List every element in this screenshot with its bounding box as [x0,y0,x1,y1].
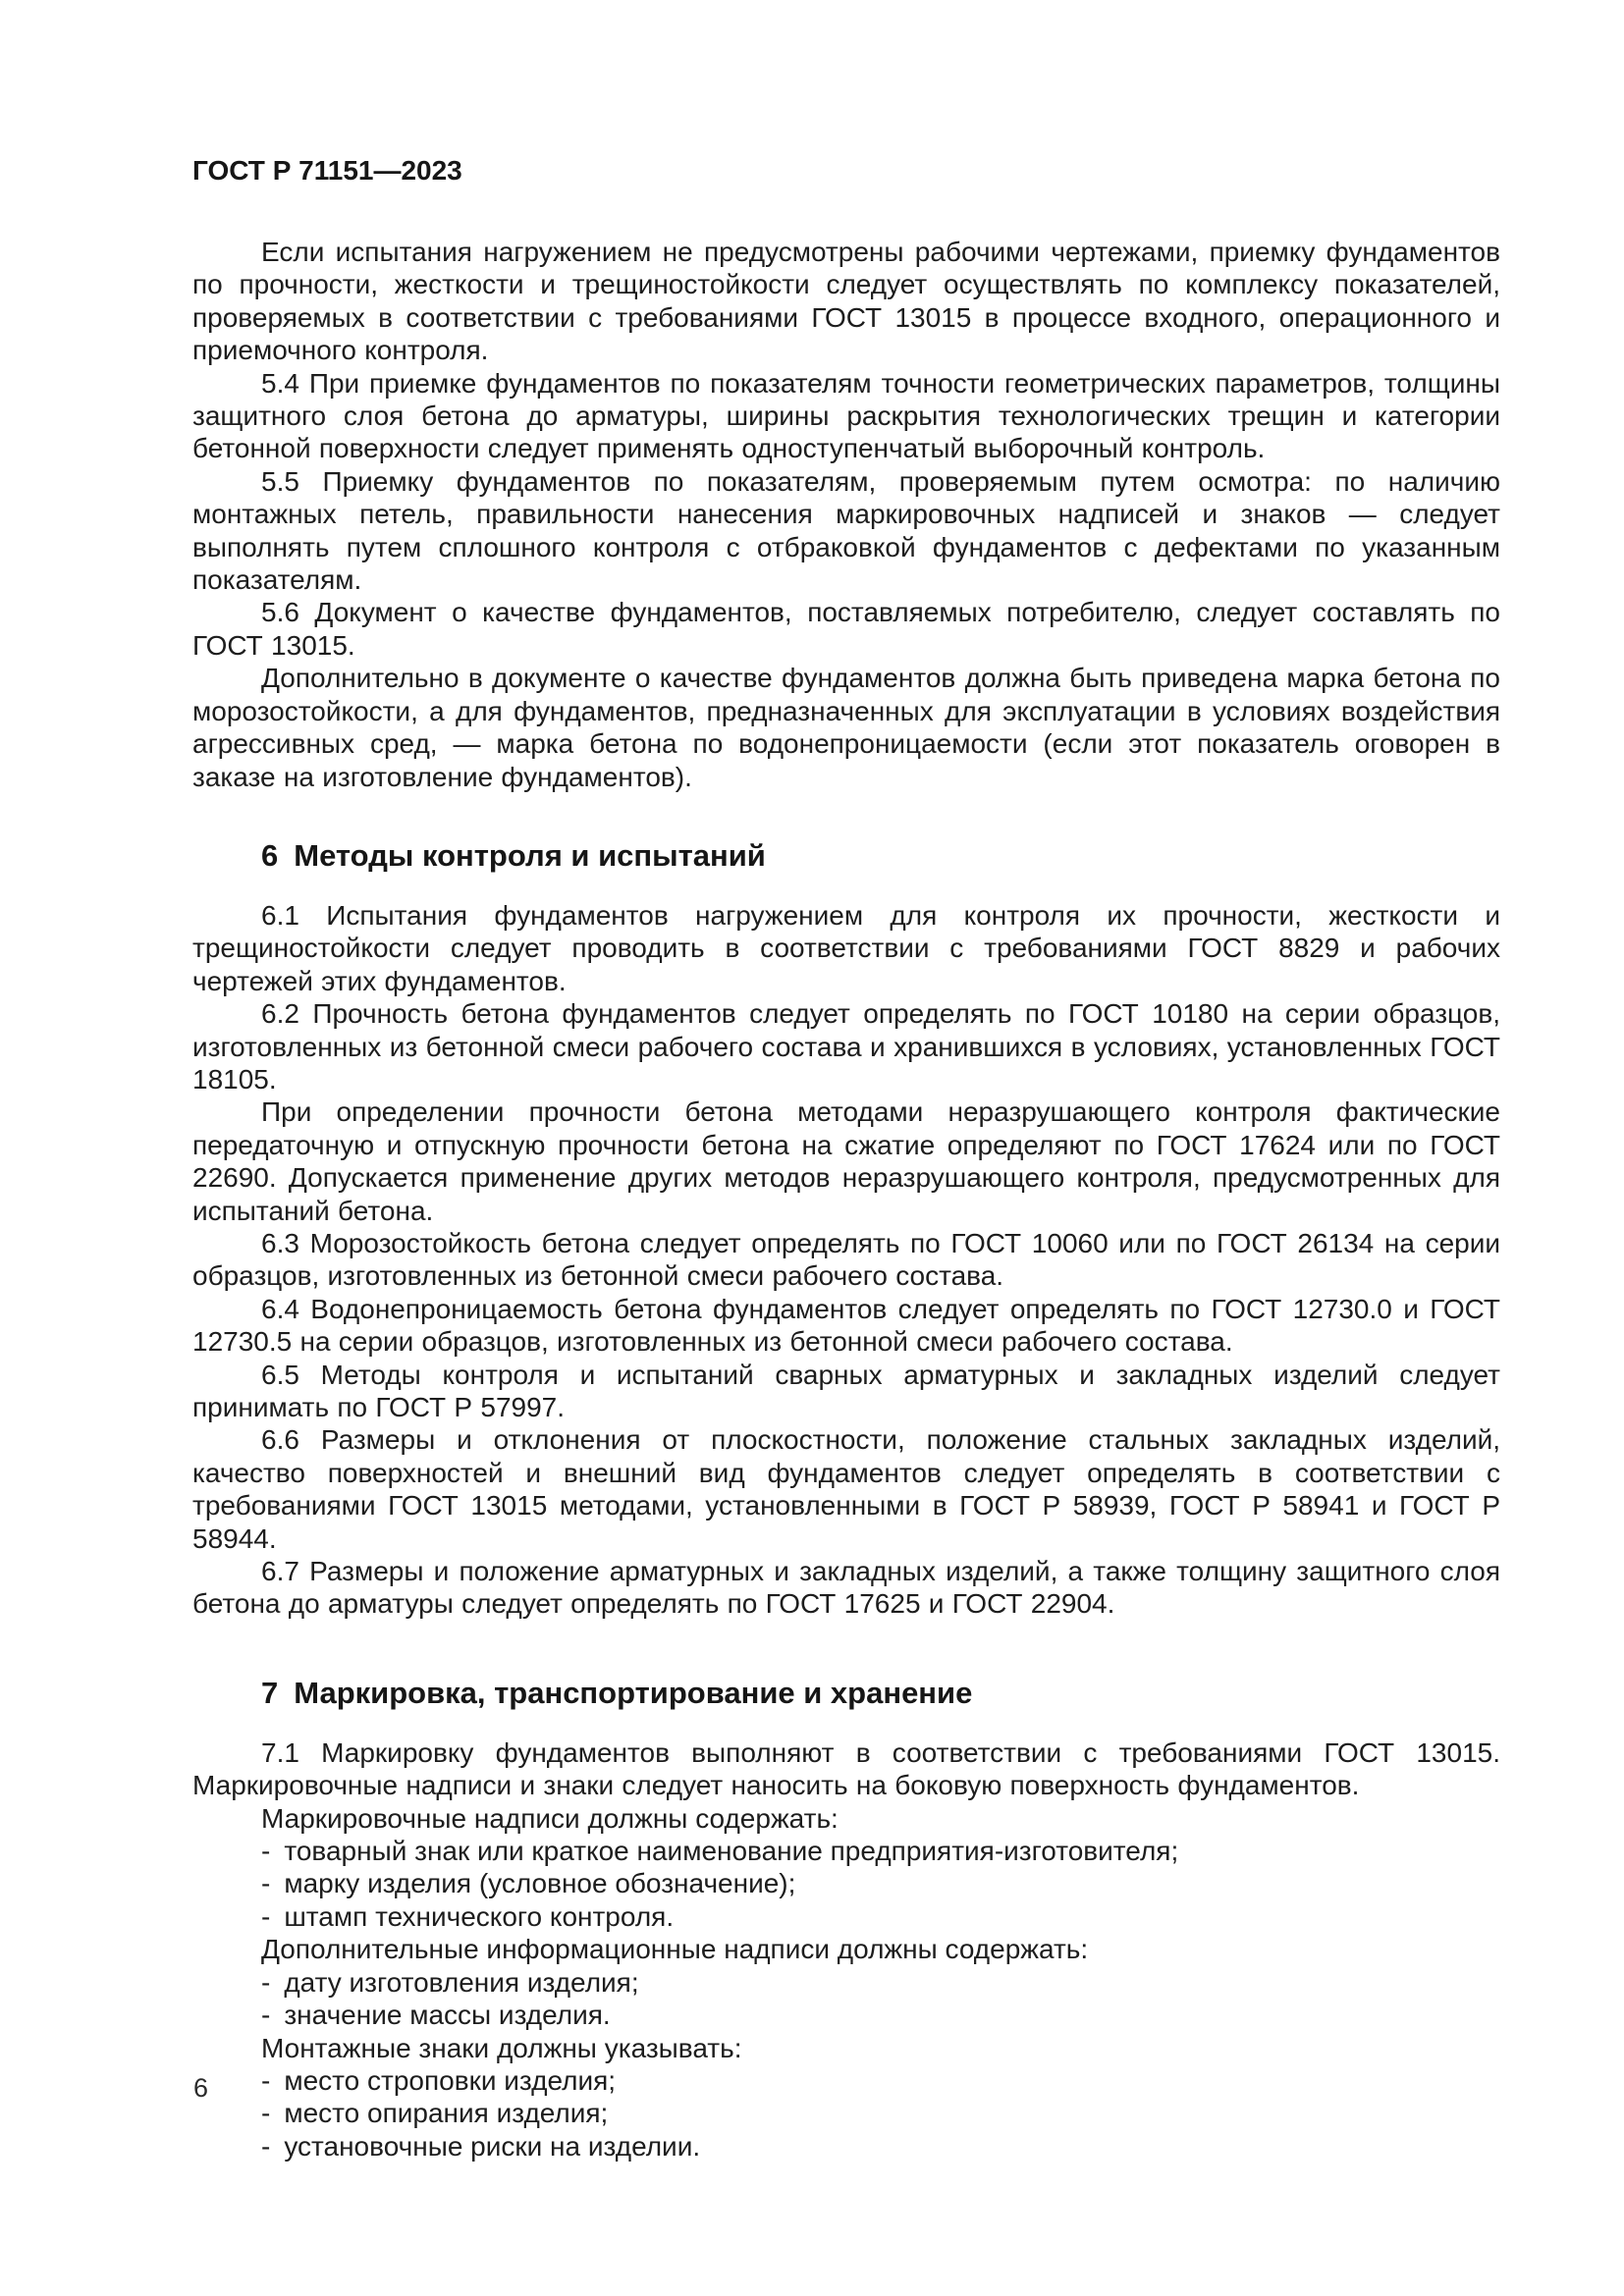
dash-marker: - [261,1836,271,1867]
list-item-text: товарный знак или краткое наименование предприятия-изготовителя; [284,1836,1179,1867]
list-item [192,1966,1500,1999]
list-item-text: штамп технического контроля. [284,1900,675,1932]
dash-marker: - [261,2000,271,2031]
paragraph-6-7: 6.7 Размеры и положение арматурных и закладных изделий, а также толщину защитного слоя бетона до арматуры следует определять по ГОСТ 17625 и ГОСТ 22904. [192,1556,1500,1620]
dash-marker: - [261,1966,271,1998]
list-item [192,1867,1500,1899]
list-item [192,2130,1500,2163]
document-number: ГОСТ Р 71151—2023 [192,155,462,186]
paragraph-5-4: 5.4 При приемке фундаментов по показателям точности геометрических параметров, толщины защитного слоя бетона до арматуры, ширины раскрытия технологических трещин и категории бетонной поверхности следует применять одноступенчатый выборочный контроль. [192,367,1500,464]
list-item-text: место опирания изделия; [284,2098,609,2129]
list-item-text: место строповки изделия; [284,2064,617,2096]
paragraph-6-5: 6.5 Методы контроля и испытаний сварных арматурных и закладных изделий следует принимать по ГОСТ Р 57997. [192,1359,1500,1422]
list-item-text: значение массы изделия. [284,2000,611,2031]
list-item [192,1835,1500,1867]
section-6-number: 6 [261,837,279,873]
paragraph-5-5: 5.5 Приемку фундаментов по показателям, проверяемым путем осмотра: по наличию монтажных петель, правильности нанесения маркировочных надписей и знаков — следует выполнять путем сплошного контроля с отбраковкой фундаментов с дефектами по указанным показателям. [192,465,1500,596]
paragraph-6-6: 6.6 Размеры и отклонения от плоскостности, положение стальных закладных изделий, качество поверхностей и внешний вид фундаментов следует определять в соответствии с требованиями ГОСТ 13015 методами, установленными в ГОСТ Р 58939, ГОСТ Р 58941 и ГОСТ Р 58944. [192,1424,1500,1554]
list-item-text: дату изготовления изделия; [284,1966,639,1998]
paragraph-5-6: 5.6 Документ о качестве фундаментов, поставляемых потребителю, следует составлять по ГОСТ 13015. [192,597,1500,661]
paragraph-6-1: 6.1 Испытания фундаментов нагружением для контроля их прочности, жесткости и трещиностойкости следует проводить в соответствии с требованиями ГОСТ 8829 и рабочих чертежей этих фундаментов. [192,899,1500,996]
list-item [192,1999,1500,2031]
list-label-marking: Маркировочные надписи должны содержать: [261,1802,839,1834]
list-label-mounting: Монтажные знаки должны указывать: [261,2032,742,2063]
page-number: 6 [193,2073,209,2103]
section-7-title: Маркировка, транспортирование и хранение [294,1675,973,1710]
paragraph-5-6-note: Дополнительно в документе о качестве фундаментов должна быть приведена марка бетона по морозостойкости, а для фундаментов, предназначенных для эксплуатации в условиях воздействия агрессивных сред, — марка бетона по водонепроницаемости (если этот показатель оговорен в заказе на изготовление фундаментов). [192,663,1500,792]
paragraph-6-2-note: При определении прочности бетона методами неразрушающего контроля фактические передаточную и отпускную прочности бетона на сжатие определяют по ГОСТ 17624 или по ГОСТ 22690. Допускается применение других методов неразрушающего контроля, предусмотренных для испытаний бетона. [192,1096,1500,1226]
paragraph-6-4: 6.4 Водонепроницаемость бетона фундаментов следует определять по ГОСТ 12730.0 и ГОСТ 12730.5 на серии образцов, изготовленных из бетонной смеси рабочего состава. [192,1293,1500,1358]
dash-marker: - [261,2130,271,2162]
dash-marker: - [261,2098,271,2129]
page-content [192,154,1500,2163]
list-item-text: марку изделия (условное обозначение); [284,1868,796,1899]
list-item [192,2097,1500,2129]
paragraph-6-2: 6.2 Прочность бетона фундаментов следует определять по ГОСТ 10180 на серии образцов, изготовленных из бетонной смеси рабочего состава и хранившихся в условиях, установленных ГОСТ 18105. [192,998,1500,1095]
section-7-number: 7 [261,1675,279,1710]
list-item [192,2064,1500,2097]
list-item-text: установочные риски на изделии. [284,2130,701,2162]
section-6-heading [192,836,1500,876]
dash-marker: - [261,2064,271,2096]
section-7-heading [192,1674,1500,1713]
dash-marker: - [261,1868,271,1899]
paragraph-7-1: 7.1 Маркировку фундаментов выполняют в соответствии с требованиями ГОСТ 13015. Маркировочные надписи и знаки следует наносить на боковую поверхность фундаментов. [192,1736,1500,1801]
section-6-title: Методы контроля и испытаний [294,837,766,873]
paragraph-6-3: 6.3 Морозостойкость бетона следует определять по ГОСТ 10060 или по ГОСТ 26134 на серии образцов, изготовленных из бетонной смеси рабочего состава. [192,1227,1500,1292]
dash-marker: - [261,1900,271,1932]
list-label-additional: Дополнительные информационные надписи должны содержать: [261,1934,1089,1965]
paragraph-intro: Если испытания нагружением не предусмотрены рабочими чертежами, приемку фундаментов по прочности, жесткости и трещиностойкости следует осуществлять по комплексу показателей, проверяемых в соответствии с требованиями ГОСТ 13015 в процессе входного, операционного и приемочного контроля. [192,237,1500,366]
list-item [192,1900,1500,1933]
